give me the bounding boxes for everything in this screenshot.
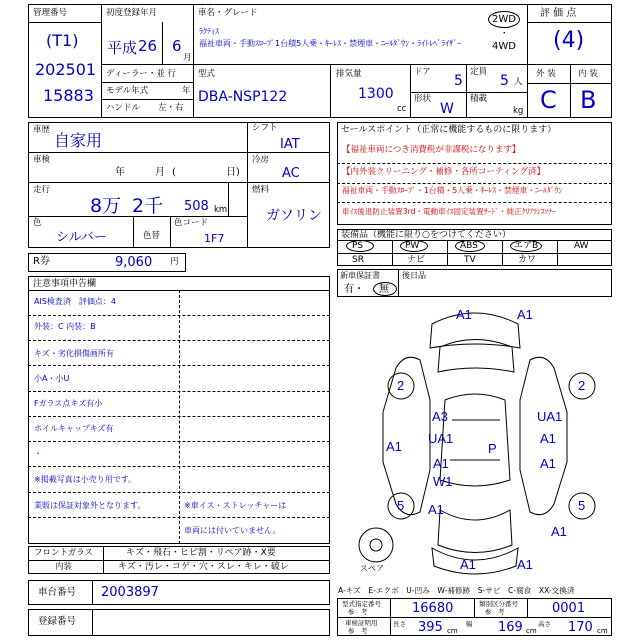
header-frame [28, 4, 612, 118]
month-unit: 月 [183, 53, 192, 63]
divider [92, 580, 93, 605]
km-unit: km [214, 205, 228, 215]
dealer-label: ディーラー・並 行 [106, 69, 177, 79]
divider [101, 4, 102, 118]
divider [28, 466, 330, 467]
usage-label: 車歴 [33, 125, 51, 135]
dim-sub: 参 考 [348, 627, 368, 635]
width: 169 [498, 620, 523, 635]
displacement-label: 排気量 [336, 69, 362, 79]
divider [28, 152, 330, 153]
height-unit: cm [597, 627, 608, 635]
handle-value: 左・右 [158, 103, 184, 113]
color-change-label: 色替 [143, 231, 161, 241]
displacement-unit: cc [397, 104, 407, 114]
note-line: キズ・劣化損傷画所有 [34, 349, 114, 358]
recycle-label: R券 [33, 256, 50, 267]
divider [28, 340, 330, 341]
door: 5 [454, 73, 463, 89]
shape: W [440, 101, 454, 117]
category: 0001 [552, 601, 586, 616]
model-code: 16680 [412, 601, 454, 616]
note-line: 小A・小U [34, 374, 70, 383]
legend: A-キズ E-エクボ U-凹み W-補修跡 S-サビ C-腐食 XX-交換済 [338, 586, 575, 595]
divider [502, 240, 503, 266]
divider [466, 64, 467, 118]
divider [474, 598, 475, 617]
model-year-label: モデル年式 [106, 86, 149, 96]
equip-tv: TV [464, 255, 476, 265]
interior-label: 内 装 [578, 69, 598, 79]
divider [28, 517, 330, 518]
divider [398, 269, 399, 297]
mileage-label: 走行 [33, 185, 51, 195]
car-name: ﾗｸﾃｨｽ [199, 27, 219, 36]
capacity: 5 [500, 73, 509, 89]
notes-label: 注意事項申告欄 [33, 279, 97, 289]
shaken-day: 日) [226, 167, 240, 178]
mark-a1-right-side1: A1 [540, 431, 556, 446]
mark-top-right: A1 [517, 307, 533, 322]
equip-leather: カワ [518, 255, 537, 265]
divider [28, 182, 330, 183]
mark-ua1-right: UA1 [537, 409, 563, 424]
divider [337, 183, 612, 184]
mileage-man: 8万 [90, 195, 122, 217]
width-label: 幅 [466, 620, 473, 628]
mark-a1-bottom-left: A1 [460, 557, 476, 572]
divider [101, 82, 193, 83]
divider [337, 202, 612, 203]
color-code-label: 色コード [174, 218, 209, 228]
reg-month: 6 [172, 37, 182, 55]
warranty-nashi: 無 [379, 284, 389, 295]
interior-value: キズ・汚レ・コゲ・穴・スレ・キレ・破レ [118, 562, 289, 572]
recycle: 9,060 [115, 255, 153, 270]
note-line: ホイルキャップキズ有 [34, 424, 114, 433]
shape-label: 形状 [414, 94, 432, 104]
spare-label: スペア [360, 564, 384, 573]
mark-a1-center: A1 [433, 456, 449, 471]
car-grade: 福祉車両・手動ｽﾛｰﾌﾟ1台積5人乗・ｷｰﾚｽ・禁煙車・ﾆｰﾙﾀﾞｳﾝ・ﾗｲﾄﾚﾍﾞﾗｲｻﾞｰ [199, 39, 462, 48]
divider [337, 617, 612, 618]
mark-top-left: A1 [456, 307, 472, 322]
equip-abs: ABS [460, 241, 478, 251]
handle-label: ハンドル [106, 103, 141, 113]
divider [101, 64, 527, 65]
sales-point-line: 福祉車両・手動ｽﾛｰﾌﾟ・1台積・5人乗・ｷｰﾚｽ・禁煙車・ﾆｰﾙﾀﾞｳﾝ [342, 186, 563, 195]
model-year-unit: 年 [182, 86, 191, 96]
divider [392, 240, 393, 266]
divider [28, 22, 101, 23]
front-glass-label: フロントガラス [34, 548, 93, 558]
chassis-label: 車台番号 [38, 587, 77, 598]
usage: 自家用 [54, 131, 103, 150]
length-unit: cm [447, 627, 458, 635]
mark-a1-lower-left: A1 [428, 502, 444, 517]
destination-label: 後日品 [402, 271, 426, 280]
spare-tire-hub [370, 539, 382, 551]
equip-pw: PW [405, 241, 420, 251]
equipment-label: 装備品（機能に限り○をつけてください） [341, 230, 511, 240]
divider [330, 64, 331, 118]
length: 395 [418, 620, 443, 635]
shaken-year: 年 [115, 167, 125, 178]
shaken-paren: ( [172, 167, 176, 178]
mark-ua1-left: UA1 [428, 431, 454, 446]
reg-year: 26 [138, 37, 158, 55]
sales-point-line: 車ｲｽ後退防止装置3rd・電動車ｲｽ固定装置ｻｰﾄﾞ・純正ｸﾘｱﾗﾝｽｿﾅｰ [342, 207, 556, 216]
sales-point-line: 【内外装クリーニング・補修・各所コーティング済】 [342, 167, 545, 177]
length-label: 長さ [393, 620, 406, 628]
registration-label: 登録番号 [38, 616, 77, 627]
exterior-label: 外 装 [536, 69, 556, 79]
note-line: Fガラス点キズ有小 [34, 399, 103, 408]
model-code-label: 型式指定番号 [342, 600, 381, 608]
mark-a1-right-side2: A1 [540, 456, 556, 471]
divider [28, 365, 330, 366]
era: 平成 [107, 39, 138, 57]
kanri-num2: 15883 [43, 86, 94, 105]
shaken-label: 車検 [33, 155, 51, 165]
eval-label: 評 価 点 [540, 8, 577, 19]
load-label: 積載 [470, 94, 488, 104]
color-code: 1F7 [204, 232, 225, 245]
divider [170, 216, 171, 248]
shift: IAT [280, 137, 300, 152]
divider [410, 92, 527, 93]
width-unit: cm [526, 627, 537, 635]
model-code-sub: 参 考 [348, 608, 368, 616]
fuel-label: 燃料 [252, 185, 270, 195]
equip-ps: PS [352, 241, 364, 251]
equip-aw: AW [574, 241, 589, 251]
mark-right-2: 2 [578, 378, 586, 393]
equip-airbag: エアB [514, 241, 539, 251]
mark-a1-bottom-right: A1 [517, 557, 533, 572]
mark-a3: A3 [432, 409, 448, 424]
chassis-number: 2003897 [101, 585, 159, 600]
mileage-sen: 2千 [132, 195, 164, 217]
divider [527, 598, 528, 617]
drive-2wd: 2WD [492, 14, 516, 25]
capacity-unit: 人 [514, 77, 523, 87]
divider [570, 64, 571, 118]
color-label: 色 [33, 218, 42, 228]
sales-point-line: 【福祉車両につき消費税が非課税になります】 [342, 145, 521, 155]
capacity-label: 定員 [470, 67, 488, 77]
divider [179, 290, 180, 544]
shift-label: シフト [252, 123, 278, 133]
warranty-value: 有・ [344, 284, 364, 295]
divider [28, 391, 330, 392]
mark-a1-far-right: A1 [551, 524, 567, 539]
note-line: 外装：C 内装：B [34, 322, 96, 331]
car-left-side [383, 357, 430, 514]
front-glass-value: キズ・飛石・ヒビ割・リペア跡・X要 [126, 548, 276, 558]
first-reg-label: 初度登録年月 [106, 8, 158, 18]
recycle-frame [28, 253, 186, 272]
car-rear-outline [438, 510, 512, 553]
equip-navi: ナビ [407, 255, 426, 265]
note-line: ※掲載写真は小売り用です。 [34, 475, 137, 484]
recycle-unit: 円 [170, 257, 179, 267]
mark-right-5: 5 [578, 498, 586, 513]
drive-4wd: 4WD [492, 41, 516, 52]
divider [28, 492, 330, 493]
divider [162, 22, 163, 64]
divider [390, 598, 391, 636]
dim-label: 車検証明用 [345, 619, 378, 627]
note-line: ・ [34, 449, 42, 458]
divider [247, 122, 248, 248]
displacement: 1300 [358, 86, 394, 102]
mark-left-5: 5 [397, 498, 405, 513]
mark-a1-left-side: A1 [386, 439, 402, 454]
color: シルバー [56, 230, 107, 245]
divider [337, 163, 612, 164]
door-label: ドア [414, 67, 431, 77]
divider [28, 315, 330, 316]
note-left-bottom: 業販は保証対象外となります。 [34, 501, 146, 510]
mileage-km: 508 [184, 199, 209, 214]
spare-tire [359, 528, 393, 562]
divider [228, 182, 229, 216]
note-right-bottom1: ※車イス・ストレッチャーは [184, 501, 287, 510]
note-line: AIS検査済 評価点：4 [34, 297, 116, 306]
divider [28, 416, 330, 417]
divider [557, 240, 558, 266]
shaken-month: 月 [155, 167, 165, 178]
interior-label: 内装 [55, 562, 73, 572]
mark-p: P [488, 441, 497, 456]
fuel: ガソリン [266, 208, 322, 224]
eval-score: (4) [553, 28, 585, 53]
kanri-num1: 202501 [35, 60, 97, 79]
divider [28, 441, 330, 442]
exterior-grade: C [540, 86, 557, 114]
interior-grade: B [580, 86, 597, 114]
ac: AC [282, 166, 300, 181]
sales-points-label: セールスポイント（正常に機能するものに限ります） [341, 125, 557, 135]
mark-left-2: 2 [397, 378, 405, 393]
divider [92, 609, 93, 636]
divider [527, 22, 612, 23]
height: 170 [568, 620, 593, 635]
divider [101, 99, 193, 100]
katashiki-label: 型式 [198, 69, 216, 79]
note-right-bottom2: 車両には付いていません。 [184, 526, 281, 535]
divider [133, 216, 134, 248]
car-front-outline [430, 313, 520, 348]
load-unit: kg [513, 106, 524, 116]
drive-dot: ・ [500, 29, 509, 39]
car-roof-outline [438, 340, 514, 373]
equip-sr: SR [352, 255, 364, 265]
category-sub: 参 考 [485, 608, 505, 616]
divider [410, 64, 411, 118]
car-name-label: 車名・グレード [198, 8, 258, 18]
category-label: 類別区分番号 [479, 600, 518, 608]
mark-w1: W1 [433, 474, 453, 489]
height-label: 高さ [538, 620, 551, 628]
ac-label: 冷房 [252, 155, 270, 165]
kanri-label: 管理番号 [33, 8, 68, 18]
kanri-code: (T1) [46, 31, 79, 50]
divider [28, 560, 330, 561]
divider [337, 253, 612, 254]
divider [447, 240, 448, 266]
katashiki: DBA-NSP122 [198, 89, 288, 105]
divider [193, 4, 194, 118]
warranty-label: 新車保証書 [340, 271, 380, 280]
